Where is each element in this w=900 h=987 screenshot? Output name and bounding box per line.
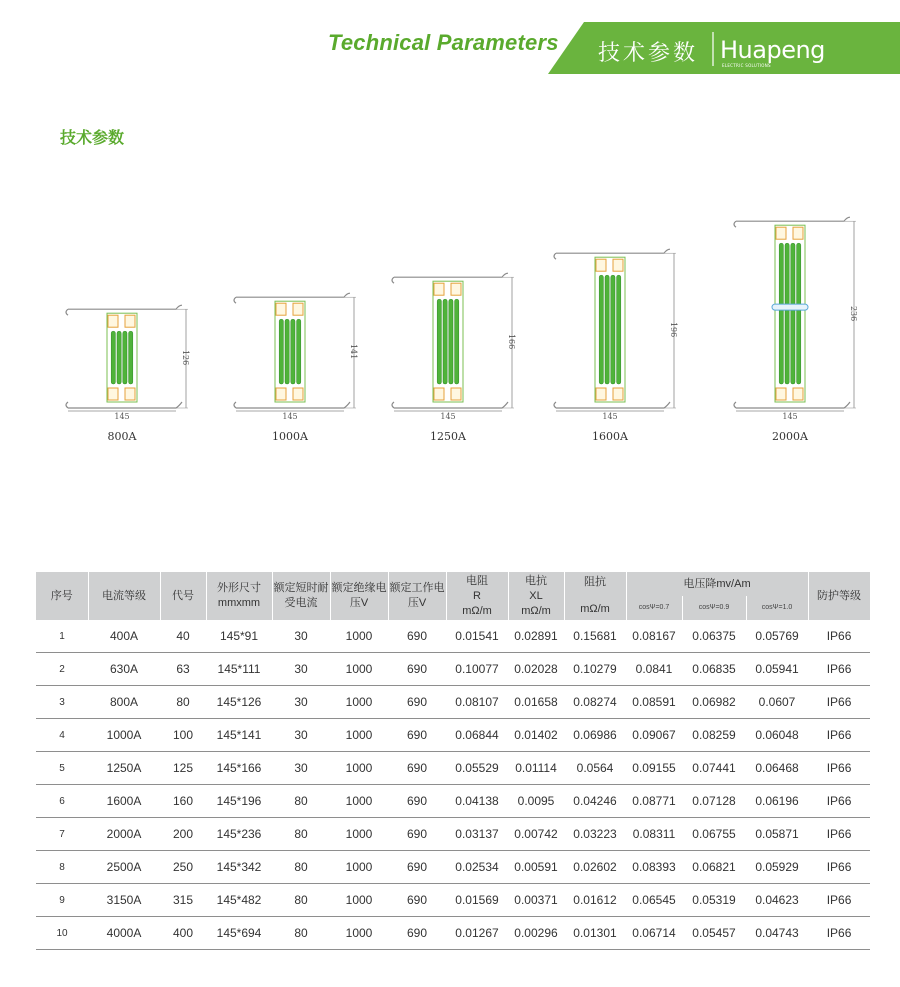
cell-reactance: 0.0095 xyxy=(508,785,564,818)
insulator-clip xyxy=(451,388,461,400)
banner-cn-title: 技术参数 xyxy=(598,41,699,66)
header-voltage-drop: 电压降mv/Am xyxy=(626,572,808,596)
insulator-clip xyxy=(793,227,803,239)
header-work-line1: 额定工作电 xyxy=(389,582,445,594)
cell-seq: 10 xyxy=(36,917,88,950)
cell-resistance: 0.04138 xyxy=(446,785,508,818)
header-xl-line2: XL xyxy=(529,589,543,602)
cell-current-level: 800A xyxy=(88,686,160,719)
cell-working-voltage: 690 xyxy=(388,653,446,686)
width-dimension-label: 145 xyxy=(114,412,130,421)
insulator-clip xyxy=(293,388,303,400)
header-current-level: 电流等级 xyxy=(88,572,160,620)
rating-label: 1600A xyxy=(592,430,628,443)
cell-resistance: 0.05529 xyxy=(446,752,508,785)
cell-short-current: 30 xyxy=(272,719,330,752)
header-z-line2: mΩ/m xyxy=(580,603,610,615)
cell-reactance: 0.02891 xyxy=(508,620,564,653)
cell-short-current: 80 xyxy=(272,917,330,950)
cell-reactance: 0.01402 xyxy=(508,719,564,752)
cell-resistance: 0.02534 xyxy=(446,851,508,884)
rating-label: 1000A xyxy=(272,430,308,443)
conductor-bar xyxy=(455,299,459,384)
cell-reactance: 0.00296 xyxy=(508,917,564,950)
cell-drop-09: 0.06835 xyxy=(682,653,746,686)
header-working-voltage xyxy=(388,572,446,620)
cell-protection: IP66 xyxy=(808,851,870,884)
cell-current-level: 1000A xyxy=(88,719,160,752)
cell-short-current: 80 xyxy=(272,884,330,917)
cell-protection: IP66 xyxy=(808,653,870,686)
cell-working-voltage: 690 xyxy=(388,818,446,851)
width-dimension-label: 145 xyxy=(602,412,618,421)
cell-protection: IP66 xyxy=(808,917,870,950)
cell-insulation-voltage: 1000 xyxy=(330,785,388,818)
header-resistance xyxy=(446,572,508,620)
height-dimension-label: 196 xyxy=(669,321,678,338)
cell-size: 145*141 xyxy=(206,719,272,752)
cell-code: 100 xyxy=(160,719,206,752)
conductor-bar xyxy=(129,331,133,384)
header-size-line2: mmxmm xyxy=(217,597,261,609)
cell-drop-10: 0.05941 xyxy=(746,653,808,686)
insulator-clip xyxy=(108,388,118,400)
conductor-bar xyxy=(611,275,615,384)
brand-logo: Huapeng xyxy=(720,36,825,64)
header-cos-10: cosΨ=1.0 xyxy=(746,596,808,620)
cell-short-current: 80 xyxy=(272,818,330,851)
cell-seq: 4 xyxy=(36,719,88,752)
header-reactance xyxy=(508,572,564,620)
cell-impedance: 0.01301 xyxy=(564,917,626,950)
cell-code: 315 xyxy=(160,884,206,917)
busbar-diagram-1000A xyxy=(234,293,358,443)
cell-protection: IP66 xyxy=(808,785,870,818)
cell-insulation-voltage: 1000 xyxy=(330,752,388,785)
rating-label: 1250A xyxy=(430,430,466,443)
cell-insulation-voltage: 1000 xyxy=(330,719,388,752)
cell-size: 145*166 xyxy=(206,752,272,785)
cell-working-voltage: 690 xyxy=(388,884,446,917)
table-row xyxy=(36,917,870,950)
cell-resistance: 0.01541 xyxy=(446,620,508,653)
insulator-clip xyxy=(293,303,303,315)
cell-drop-07: 0.09067 xyxy=(626,719,682,752)
table-row xyxy=(36,884,870,917)
header-impedance xyxy=(564,572,626,620)
busbar-diagrams xyxy=(0,200,900,460)
cell-code: 125 xyxy=(160,752,206,785)
cell-drop-07: 0.06714 xyxy=(626,917,682,950)
cell-drop-09: 0.06755 xyxy=(682,818,746,851)
cell-drop-10: 0.0607 xyxy=(746,686,808,719)
rating-label: 800A xyxy=(107,430,137,443)
cell-size: 145*111 xyxy=(206,653,272,686)
cell-insulation-voltage: 1000 xyxy=(330,917,388,950)
bottom-flange xyxy=(392,402,508,408)
cell-code: 80 xyxy=(160,686,206,719)
insulator-clip xyxy=(613,388,623,400)
cell-drop-09: 0.07128 xyxy=(682,785,746,818)
cell-impedance: 0.08274 xyxy=(564,686,626,719)
cell-size: 145*196 xyxy=(206,785,272,818)
page-header-title: Technical Parameters xyxy=(328,30,559,55)
cell-short-current: 30 xyxy=(272,653,330,686)
cell-current-level: 400A xyxy=(88,620,160,653)
cell-short-current: 30 xyxy=(272,752,330,785)
cell-working-voltage: 690 xyxy=(388,785,446,818)
cell-short-current: 30 xyxy=(272,686,330,719)
cell-drop-09: 0.08259 xyxy=(682,719,746,752)
height-dimension-label: 236 xyxy=(849,305,858,322)
cell-impedance: 0.01612 xyxy=(564,884,626,917)
insulator-clip xyxy=(793,388,803,400)
cell-code: 160 xyxy=(160,785,206,818)
header-seq: 序号 xyxy=(36,572,88,620)
table-row xyxy=(36,851,870,884)
busbar-diagram-2000A xyxy=(734,217,858,443)
cell-protection: IP66 xyxy=(808,620,870,653)
header-xl-line3: mΩ/m xyxy=(521,604,551,617)
insulator-clip xyxy=(776,388,786,400)
conductor-bar xyxy=(599,275,603,384)
header-size-line1: 外形尺寸 xyxy=(217,582,261,594)
cell-seq: 3 xyxy=(36,686,88,719)
conductor-bar xyxy=(605,275,609,384)
insulator-clip xyxy=(434,283,444,295)
cell-seq: 5 xyxy=(36,752,88,785)
conductor-bar xyxy=(779,243,783,384)
conductor-bar xyxy=(791,243,795,384)
header-z-line1: 阻抗 xyxy=(584,576,606,588)
cell-reactance: 0.01658 xyxy=(508,686,564,719)
cell-drop-09: 0.05319 xyxy=(682,884,746,917)
cell-drop-07: 0.08771 xyxy=(626,785,682,818)
cell-code: 40 xyxy=(160,620,206,653)
cell-protection: IP66 xyxy=(808,818,870,851)
cell-drop-09: 0.06821 xyxy=(682,851,746,884)
header-code: 代号 xyxy=(160,572,206,620)
conductor-bar xyxy=(617,275,621,384)
cell-size: 145*236 xyxy=(206,818,272,851)
header-size xyxy=(206,572,272,620)
cell-current-level: 4000A xyxy=(88,917,160,950)
cell-drop-10: 0.06196 xyxy=(746,785,808,818)
cell-drop-10: 0.05769 xyxy=(746,620,808,653)
cell-drop-10: 0.06048 xyxy=(746,719,808,752)
brand-subtitle: ELECTRIC SOLUTIONS xyxy=(722,63,771,68)
conductor-bar xyxy=(279,319,283,384)
cell-protection: IP66 xyxy=(808,719,870,752)
cell-insulation-voltage: 1000 xyxy=(330,851,388,884)
cell-short-current: 80 xyxy=(272,785,330,818)
cell-resistance: 0.06844 xyxy=(446,719,508,752)
table-row xyxy=(36,686,870,719)
conductor-bar xyxy=(117,331,121,384)
insulator-clip xyxy=(596,388,606,400)
busbar-diagram-800A xyxy=(66,305,190,443)
cell-current-level: 3150A xyxy=(88,884,160,917)
cell-insulation-voltage: 1000 xyxy=(330,884,388,917)
cell-drop-09: 0.05457 xyxy=(682,917,746,950)
header-insulation-voltage xyxy=(330,572,388,620)
cell-drop-07: 0.08311 xyxy=(626,818,682,851)
cell-drop-10: 0.04623 xyxy=(746,884,808,917)
cell-size: 145*694 xyxy=(206,917,272,950)
conductor-bar xyxy=(123,331,127,384)
cell-drop-07: 0.06545 xyxy=(626,884,682,917)
cell-short-current: 30 xyxy=(272,620,330,653)
cell-insulation-voltage: 1000 xyxy=(330,818,388,851)
cell-current-level: 2500A xyxy=(88,851,160,884)
support-clamp xyxy=(772,304,808,310)
cell-working-voltage: 690 xyxy=(388,851,446,884)
cell-size: 145*91 xyxy=(206,620,272,653)
bottom-flange xyxy=(66,402,182,408)
cell-drop-07: 0.08591 xyxy=(626,686,682,719)
bottom-flange xyxy=(234,402,350,408)
insulator-clip xyxy=(434,388,444,400)
cell-impedance: 0.02602 xyxy=(564,851,626,884)
cell-resistance: 0.03137 xyxy=(446,818,508,851)
cell-current-level: 2000A xyxy=(88,818,160,851)
cell-seq: 7 xyxy=(36,818,88,851)
header-cos-09: cosΨ=0.9 xyxy=(682,596,746,620)
height-dimension-label: 166 xyxy=(507,333,516,350)
table-row xyxy=(36,620,870,653)
cell-insulation-voltage: 1000 xyxy=(330,653,388,686)
conductor-bar xyxy=(285,319,289,384)
cell-drop-07: 0.08167 xyxy=(626,620,682,653)
cell-size: 145*342 xyxy=(206,851,272,884)
cell-protection: IP66 xyxy=(808,752,870,785)
busbar-diagram-1600A xyxy=(554,249,678,443)
conductor-bar xyxy=(443,299,447,384)
busbar-diagram-1250A xyxy=(392,273,516,443)
cell-drop-07: 0.0841 xyxy=(626,653,682,686)
cell-reactance: 0.01114 xyxy=(508,752,564,785)
cell-size: 145*482 xyxy=(206,884,272,917)
conductor-bar xyxy=(111,331,115,384)
cell-seq: 2 xyxy=(36,653,88,686)
header-protection: 防护等级 xyxy=(808,572,870,620)
header-cos-07: cosΨ=0.7 xyxy=(626,596,682,620)
cell-reactance: 0.00371 xyxy=(508,884,564,917)
cell-drop-10: 0.05871 xyxy=(746,818,808,851)
width-dimension-label: 145 xyxy=(782,412,798,421)
cell-current-level: 1250A xyxy=(88,752,160,785)
rating-label: 2000A xyxy=(772,430,808,443)
table-row xyxy=(36,785,870,818)
header-short-line2: 受电流 xyxy=(284,597,318,609)
cell-seq: 8 xyxy=(36,851,88,884)
cell-code: 63 xyxy=(160,653,206,686)
cell-working-voltage: 690 xyxy=(388,620,446,653)
insulator-clip xyxy=(451,283,461,295)
cell-impedance: 0.03223 xyxy=(564,818,626,851)
cell-working-voltage: 690 xyxy=(388,752,446,785)
cell-insulation-voltage: 1000 xyxy=(330,620,388,653)
bottom-flange xyxy=(554,402,670,408)
header-r-line2: R xyxy=(473,589,481,602)
insulator-clip xyxy=(776,227,786,239)
insulator-clip xyxy=(276,388,286,400)
table-body xyxy=(36,620,870,950)
cell-reactance: 0.00591 xyxy=(508,851,564,884)
cell-code: 250 xyxy=(160,851,206,884)
cell-protection: IP66 xyxy=(808,884,870,917)
cell-seq: 9 xyxy=(36,884,88,917)
section-title: 技术参数 xyxy=(60,128,125,147)
cell-drop-07: 0.09155 xyxy=(626,752,682,785)
conductor-bar xyxy=(785,243,789,384)
table-row xyxy=(36,653,870,686)
cell-code: 400 xyxy=(160,917,206,950)
cell-seq: 6 xyxy=(36,785,88,818)
cell-resistance: 0.10077 xyxy=(446,653,508,686)
insulator-clip xyxy=(108,315,118,327)
cell-short-current: 80 xyxy=(272,851,330,884)
conductor-bar xyxy=(291,319,295,384)
insulator-clip xyxy=(596,259,606,271)
header-short-current xyxy=(272,572,330,620)
cell-working-voltage: 690 xyxy=(388,719,446,752)
header-xl-line1: 电抗 xyxy=(525,574,547,587)
table-row xyxy=(36,818,870,851)
table-row xyxy=(36,719,870,752)
cell-insulation-voltage: 1000 xyxy=(330,686,388,719)
cell-current-level: 630A xyxy=(88,653,160,686)
cell-impedance: 0.15681 xyxy=(564,620,626,653)
cell-impedance: 0.06986 xyxy=(564,719,626,752)
cell-working-voltage: 690 xyxy=(388,686,446,719)
cell-drop-10: 0.06468 xyxy=(746,752,808,785)
header-r-line1: 电阻 xyxy=(466,574,488,587)
conductor-bar xyxy=(797,243,801,384)
cell-seq: 1 xyxy=(36,620,88,653)
cell-reactance: 0.02028 xyxy=(508,653,564,686)
cell-impedance: 0.10279 xyxy=(564,653,626,686)
cell-reactance: 0.00742 xyxy=(508,818,564,851)
bottom-flange xyxy=(734,402,850,408)
cell-code: 200 xyxy=(160,818,206,851)
conductor-bar xyxy=(297,319,301,384)
header-short-line1: 额定短时耐 xyxy=(273,582,329,594)
cell-size: 145*126 xyxy=(206,686,272,719)
insulator-clip xyxy=(276,303,286,315)
insulator-clip xyxy=(125,315,135,327)
header-work-line2: 压V xyxy=(407,597,427,609)
cell-impedance: 0.04246 xyxy=(564,785,626,818)
cell-protection: IP66 xyxy=(808,686,870,719)
cell-impedance: 0.0564 xyxy=(564,752,626,785)
cell-working-voltage: 690 xyxy=(388,917,446,950)
cell-current-level: 1600A xyxy=(88,785,160,818)
header-insul-line2: 压V xyxy=(349,597,369,609)
height-dimension-label: 126 xyxy=(181,349,190,366)
cell-resistance: 0.01267 xyxy=(446,917,508,950)
height-dimension-label: 141 xyxy=(349,343,358,360)
cell-drop-09: 0.06982 xyxy=(682,686,746,719)
conductor-bar xyxy=(449,299,453,384)
table-row xyxy=(36,752,870,785)
parameters-table xyxy=(36,572,870,950)
cell-drop-09: 0.07441 xyxy=(682,752,746,785)
cell-drop-10: 0.05929 xyxy=(746,851,808,884)
cell-drop-10: 0.04743 xyxy=(746,917,808,950)
cell-resistance: 0.01569 xyxy=(446,884,508,917)
insulator-clip xyxy=(613,259,623,271)
cell-drop-09: 0.06375 xyxy=(682,620,746,653)
header-r-line3: mΩ/m xyxy=(462,604,492,617)
header-insul-line1: 额定绝缘电 xyxy=(331,582,387,594)
conductor-bar xyxy=(437,299,441,384)
insulator-clip xyxy=(125,388,135,400)
width-dimension-label: 145 xyxy=(440,412,456,421)
width-dimension-label: 145 xyxy=(282,412,298,421)
cell-resistance: 0.08107 xyxy=(446,686,508,719)
cell-drop-07: 0.08393 xyxy=(626,851,682,884)
